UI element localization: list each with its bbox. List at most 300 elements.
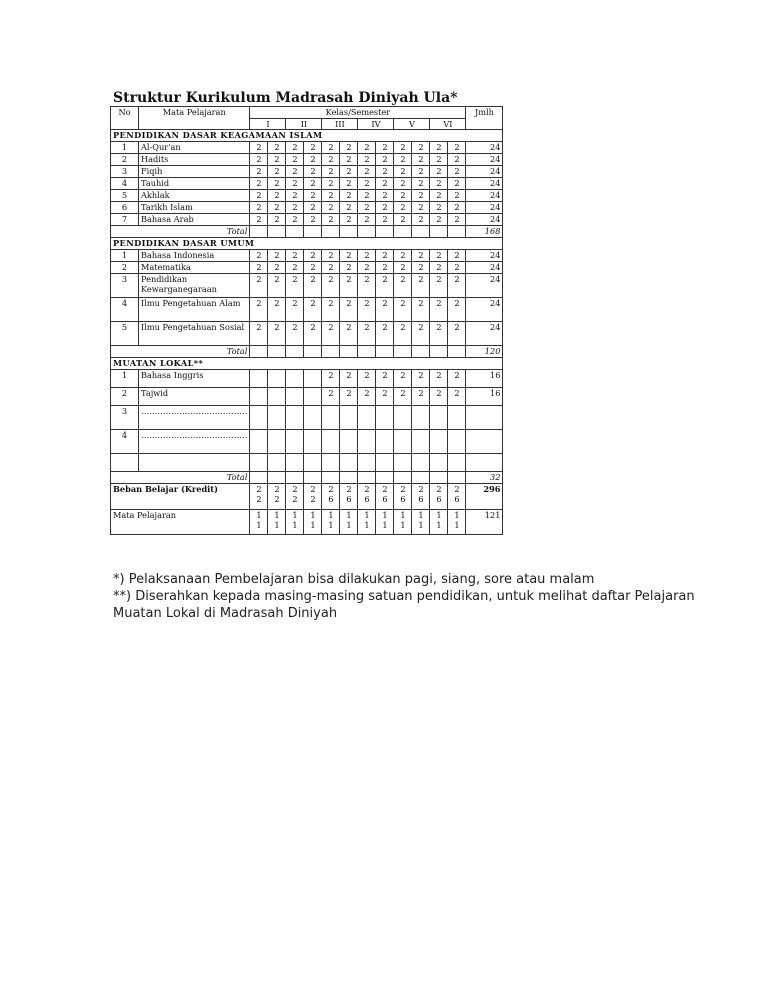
credit-value: 2 <box>322 190 340 202</box>
credit-value: 2 <box>322 214 340 226</box>
credit-value: 2 <box>268 178 286 190</box>
total-row <box>111 346 503 358</box>
credit-digit: 1 <box>436 510 442 520</box>
total-label: Total <box>111 472 250 484</box>
credit-value: 2 <box>304 202 322 214</box>
credit-value <box>286 406 304 430</box>
credit-value: 2 <box>412 250 430 262</box>
credit-value <box>376 454 394 472</box>
credit-value: 2 <box>304 178 322 190</box>
credit-value: 2 <box>448 322 466 346</box>
credit-digit: 1 <box>364 520 370 530</box>
credit-digit: 1 <box>346 510 352 520</box>
credit-digit: 6 <box>346 494 352 504</box>
credit-value: 2 <box>376 190 394 202</box>
header-class-semester: Kelas/Semester <box>250 107 466 119</box>
credit-value <box>340 226 358 238</box>
credit-value: 2 <box>322 142 340 154</box>
credit-digit: 1 <box>454 520 460 530</box>
credit-digit: 2 <box>292 484 298 494</box>
credit-value: 2 <box>430 322 448 346</box>
row-number: 1 <box>111 370 139 388</box>
credit-value <box>286 346 304 358</box>
credit-value <box>268 430 286 454</box>
credit-value <box>358 430 376 454</box>
subject-row <box>111 322 503 346</box>
credit-value <box>322 454 340 472</box>
credit-digit: 2 <box>400 484 406 494</box>
credit-value <box>358 472 376 484</box>
credit-value <box>322 510 340 535</box>
row-total: 24 <box>466 166 503 178</box>
credit-value <box>268 346 286 358</box>
subject-name: Bahasa Indonesia <box>139 250 250 262</box>
total-row <box>111 226 503 238</box>
credit-value <box>304 370 322 388</box>
credit-value: 2 <box>358 214 376 226</box>
credit-digit: 1 <box>328 510 334 520</box>
credit-value: 2 <box>358 250 376 262</box>
credit-value <box>376 472 394 484</box>
credit-value <box>268 370 286 388</box>
credit-digit: 1 <box>364 510 370 520</box>
mapel-label: Mata Pelajaran <box>111 510 250 535</box>
row-number: 4 <box>111 298 139 322</box>
subject-row <box>111 214 503 226</box>
credit-value <box>286 472 304 484</box>
credit-value <box>304 406 322 430</box>
curriculum-table <box>110 106 503 535</box>
credit-value: 2 <box>268 154 286 166</box>
credit-value: 2 <box>304 190 322 202</box>
credit-value <box>358 484 376 510</box>
row-total: 24 <box>466 298 503 322</box>
credit-value: 2 <box>394 202 412 214</box>
credit-value: 2 <box>376 262 394 274</box>
credit-value: 2 <box>340 274 358 298</box>
credit-value <box>448 472 466 484</box>
credit-value: 2 <box>268 274 286 298</box>
credit-value: 2 <box>250 214 268 226</box>
credit-digit: 2 <box>436 484 442 494</box>
credit-value: 2 <box>394 142 412 154</box>
section-title: MUATAN LOKAL** <box>111 358 503 370</box>
credit-value: 2 <box>430 190 448 202</box>
section-title: PENDIDIKAN DASAR UMUM <box>111 238 503 250</box>
credit-value: 2 <box>322 178 340 190</box>
credit-value: 2 <box>430 262 448 274</box>
credit-digit: 2 <box>328 484 334 494</box>
row-number: 3 <box>111 406 139 430</box>
credit-value: 2 <box>448 190 466 202</box>
credit-value: 2 <box>358 190 376 202</box>
row-total: 24 <box>466 178 503 190</box>
header-subject: Mata Pelajaran <box>139 107 250 130</box>
credit-value <box>268 226 286 238</box>
footnotes <box>113 571 703 622</box>
credit-value <box>286 484 304 510</box>
credit-value: 2 <box>250 322 268 346</box>
header-row <box>111 107 503 119</box>
credit-value: 2 <box>304 322 322 346</box>
credit-value: 2 <box>412 202 430 214</box>
credit-value: 2 <box>376 142 394 154</box>
row-total: 16 <box>466 370 503 388</box>
credit-value <box>394 406 412 430</box>
row-total: 24 <box>466 250 503 262</box>
credit-value <box>286 510 304 535</box>
subject-name: Tauhid <box>139 178 250 190</box>
credit-value <box>340 484 358 510</box>
row-total: 24 <box>466 322 503 346</box>
credit-value <box>322 226 340 238</box>
credit-value: 2 <box>376 178 394 190</box>
credit-value: 2 <box>286 214 304 226</box>
credit-value <box>394 430 412 454</box>
row-total <box>466 430 503 454</box>
credit-value: 2 <box>340 154 358 166</box>
credit-value <box>250 484 268 510</box>
beban-row <box>111 484 503 510</box>
credit-value: 2 <box>430 370 448 388</box>
credit-value: 2 <box>340 178 358 190</box>
subject-row <box>111 298 503 322</box>
credit-value: 2 <box>448 298 466 322</box>
credit-value: 2 <box>448 274 466 298</box>
credit-value: 2 <box>448 154 466 166</box>
beban-total: 296 <box>466 484 503 510</box>
header-class: VI <box>430 119 466 130</box>
credit-digit: 1 <box>256 510 262 520</box>
credit-value: 2 <box>412 262 430 274</box>
credit-value <box>412 406 430 430</box>
credit-digit: 1 <box>292 520 298 530</box>
row-number: 7 <box>111 214 139 226</box>
credit-value: 2 <box>322 202 340 214</box>
subject-name: Ilmu Pengetahuan Sosial <box>139 322 250 346</box>
row-number: 4 <box>111 178 139 190</box>
row-total: 24 <box>466 154 503 166</box>
credit-value: 2 <box>412 214 430 226</box>
credit-digit: 1 <box>328 520 334 530</box>
credit-value <box>448 406 466 430</box>
credit-value: 2 <box>376 322 394 346</box>
footnote-2: **) Diserahkan kepada masing-masing satuan pendidikan, untuk melihat daftar Pelajaran Muatan Lokal di Madrasah Diniyah <box>113 589 695 621</box>
credit-digit: 6 <box>400 494 406 504</box>
credit-value: 2 <box>250 202 268 214</box>
credit-value: 2 <box>394 190 412 202</box>
credit-value: 2 <box>394 388 412 406</box>
credit-digit: 1 <box>292 510 298 520</box>
credit-value: 2 <box>250 274 268 298</box>
credit-value <box>286 430 304 454</box>
credit-digit: 1 <box>382 510 388 520</box>
credit-value: 2 <box>394 298 412 322</box>
credit-value <box>412 430 430 454</box>
credit-value: 2 <box>412 166 430 178</box>
credit-value <box>340 510 358 535</box>
credit-value <box>250 346 268 358</box>
credit-value: 2 <box>430 250 448 262</box>
total-label: Total <box>111 346 250 358</box>
credit-digit: 2 <box>454 484 460 494</box>
credit-value <box>304 472 322 484</box>
credit-value: 2 <box>448 214 466 226</box>
subject-row <box>111 250 503 262</box>
credit-value: 2 <box>322 322 340 346</box>
subject-row <box>111 190 503 202</box>
credit-value: 2 <box>304 142 322 154</box>
credit-value: 2 <box>250 166 268 178</box>
credit-value <box>358 510 376 535</box>
credit-digit: 1 <box>382 520 388 530</box>
header-class: III <box>322 119 358 130</box>
credit-digit: 1 <box>436 520 442 530</box>
credit-value: 2 <box>268 214 286 226</box>
credit-digit: 2 <box>346 484 352 494</box>
row-number: 2 <box>111 388 139 406</box>
credit-value: 2 <box>394 166 412 178</box>
credit-value: 2 <box>448 370 466 388</box>
credit-value: 2 <box>340 388 358 406</box>
credit-value: 2 <box>286 142 304 154</box>
row-number: 2 <box>111 262 139 274</box>
credit-value <box>322 346 340 358</box>
credit-value: 2 <box>340 322 358 346</box>
credit-value <box>268 510 286 535</box>
credit-value: 2 <box>394 178 412 190</box>
credit-value <box>430 484 448 510</box>
credit-value: 2 <box>448 166 466 178</box>
credit-value: 2 <box>358 388 376 406</box>
row-number: 5 <box>111 322 139 346</box>
credit-value: 2 <box>268 190 286 202</box>
credit-value <box>376 406 394 430</box>
credit-value: 2 <box>430 202 448 214</box>
credit-value: 2 <box>268 250 286 262</box>
credit-value <box>250 454 268 472</box>
credit-value <box>430 430 448 454</box>
subject-row <box>111 178 503 190</box>
credit-value: 2 <box>412 154 430 166</box>
credit-value: 2 <box>448 388 466 406</box>
credit-value: 2 <box>394 262 412 274</box>
mapel-row <box>111 510 503 535</box>
credit-value: 2 <box>376 166 394 178</box>
credit-value <box>430 406 448 430</box>
credit-value: 2 <box>286 178 304 190</box>
credit-value: 2 <box>394 250 412 262</box>
credit-value: 2 <box>394 214 412 226</box>
credit-value: 2 <box>250 190 268 202</box>
credit-value: 2 <box>430 166 448 178</box>
row-total: 24 <box>466 142 503 154</box>
credit-value: 2 <box>430 274 448 298</box>
subject-name: Ilmu Pengetahuan Alam <box>139 298 250 322</box>
section-total: 120 <box>466 346 503 358</box>
credit-value <box>412 346 430 358</box>
subject-name <box>139 454 250 472</box>
credit-value: 2 <box>268 262 286 274</box>
credit-value: 2 <box>412 190 430 202</box>
total-label: Total <box>111 226 250 238</box>
credit-value: 2 <box>358 298 376 322</box>
credit-value <box>286 388 304 406</box>
row-total: 24 <box>466 202 503 214</box>
credit-value <box>358 346 376 358</box>
credit-digit: 1 <box>454 510 460 520</box>
credit-value: 2 <box>322 262 340 274</box>
row-number: 1 <box>111 250 139 262</box>
credit-value <box>430 346 448 358</box>
subject-name: Matematika <box>139 262 250 274</box>
credit-value: 2 <box>268 202 286 214</box>
credit-value: 2 <box>430 178 448 190</box>
credit-value <box>448 454 466 472</box>
credit-value <box>250 388 268 406</box>
credit-digit: 6 <box>382 494 388 504</box>
credit-value <box>268 484 286 510</box>
subject-name: Al-Qur'an <box>139 142 250 154</box>
credit-value <box>376 346 394 358</box>
row-total: 24 <box>466 274 503 298</box>
mapel-total: 121 <box>466 510 503 535</box>
credit-value <box>430 510 448 535</box>
credit-value: 2 <box>286 166 304 178</box>
credit-value <box>430 226 448 238</box>
header-class: IV <box>358 119 394 130</box>
credit-value: 2 <box>250 262 268 274</box>
credit-value: 2 <box>358 178 376 190</box>
credit-value: 2 <box>358 166 376 178</box>
credit-value <box>394 472 412 484</box>
credit-value: 2 <box>340 202 358 214</box>
credit-value: 2 <box>340 214 358 226</box>
subject-row <box>111 406 503 430</box>
credit-value <box>448 346 466 358</box>
credit-value <box>250 226 268 238</box>
credit-value <box>340 346 358 358</box>
credit-value <box>376 226 394 238</box>
credit-digit: 2 <box>274 494 280 504</box>
subject-row <box>111 166 503 178</box>
subject-row <box>111 388 503 406</box>
credit-value <box>340 430 358 454</box>
credit-value: 2 <box>268 298 286 322</box>
credit-value: 2 <box>322 388 340 406</box>
credit-value <box>448 484 466 510</box>
credit-value: 2 <box>412 274 430 298</box>
row-total: 24 <box>466 214 503 226</box>
credit-digit: 2 <box>364 484 370 494</box>
credit-value: 2 <box>322 166 340 178</box>
credit-value: 2 <box>268 166 286 178</box>
credit-value: 2 <box>340 142 358 154</box>
credit-digit: 1 <box>418 520 424 530</box>
credit-value <box>376 510 394 535</box>
subject-row <box>111 430 503 454</box>
section-row <box>111 358 503 370</box>
credit-digit: 1 <box>346 520 352 530</box>
credit-value: 2 <box>322 274 340 298</box>
subject-name: Bahasa Arab <box>139 214 250 226</box>
credit-value: 2 <box>340 166 358 178</box>
header-class: I <box>250 119 286 130</box>
credit-value: 2 <box>430 154 448 166</box>
credit-value <box>322 484 340 510</box>
credit-value <box>250 472 268 484</box>
subject-row <box>111 274 503 298</box>
credit-value: 2 <box>304 214 322 226</box>
credit-digit: 6 <box>364 494 370 504</box>
subject-row <box>111 454 503 472</box>
row-total: 16 <box>466 388 503 406</box>
credit-value: 2 <box>376 370 394 388</box>
credit-value: 2 <box>412 388 430 406</box>
credit-value: 2 <box>448 178 466 190</box>
document-title: Struktur Kurikulum Madrasah Diniyah Ula* <box>113 90 458 106</box>
credit-digit: 1 <box>400 520 406 530</box>
credit-value <box>268 472 286 484</box>
credit-value: 2 <box>430 142 448 154</box>
credit-digit: 2 <box>256 484 262 494</box>
credit-value: 2 <box>322 154 340 166</box>
credit-value: 2 <box>430 214 448 226</box>
credit-value: 2 <box>286 274 304 298</box>
credit-value <box>340 472 358 484</box>
credit-value: 2 <box>430 388 448 406</box>
credit-value <box>376 484 394 510</box>
credit-value <box>448 430 466 454</box>
subject-name: ………………………………… <box>139 406 250 430</box>
credit-value <box>304 388 322 406</box>
row-number <box>111 454 139 472</box>
credit-value <box>322 406 340 430</box>
credit-value <box>394 484 412 510</box>
credit-value <box>448 510 466 535</box>
subject-row <box>111 202 503 214</box>
credit-value: 2 <box>358 262 376 274</box>
subject-name: ………………………………… <box>139 430 250 454</box>
credit-value: 2 <box>304 298 322 322</box>
row-total <box>466 454 503 472</box>
row-number: 1 <box>111 142 139 154</box>
section-total: 168 <box>466 226 503 238</box>
credit-value: 2 <box>394 322 412 346</box>
credit-value <box>394 510 412 535</box>
credit-value: 2 <box>268 142 286 154</box>
credit-value: 2 <box>322 250 340 262</box>
credit-value: 2 <box>304 274 322 298</box>
credit-digit: 1 <box>274 520 280 530</box>
credit-value <box>340 454 358 472</box>
credit-digit: 2 <box>310 494 316 504</box>
section-title: PENDIDIKAN DASAR KEAGAMAAN ISLAM <box>111 130 503 142</box>
credit-value: 2 <box>412 322 430 346</box>
row-number: 4 <box>111 430 139 454</box>
row-total: 24 <box>466 190 503 202</box>
credit-value <box>448 226 466 238</box>
subject-name: Pendidikan Kewarganegaraan <box>139 274 250 298</box>
credit-value: 2 <box>286 298 304 322</box>
credit-value: 2 <box>268 322 286 346</box>
credit-value <box>250 406 268 430</box>
credit-value: 2 <box>394 370 412 388</box>
credit-value: 2 <box>358 142 376 154</box>
row-number: 2 <box>111 154 139 166</box>
credit-value: 2 <box>304 262 322 274</box>
credit-value <box>286 454 304 472</box>
